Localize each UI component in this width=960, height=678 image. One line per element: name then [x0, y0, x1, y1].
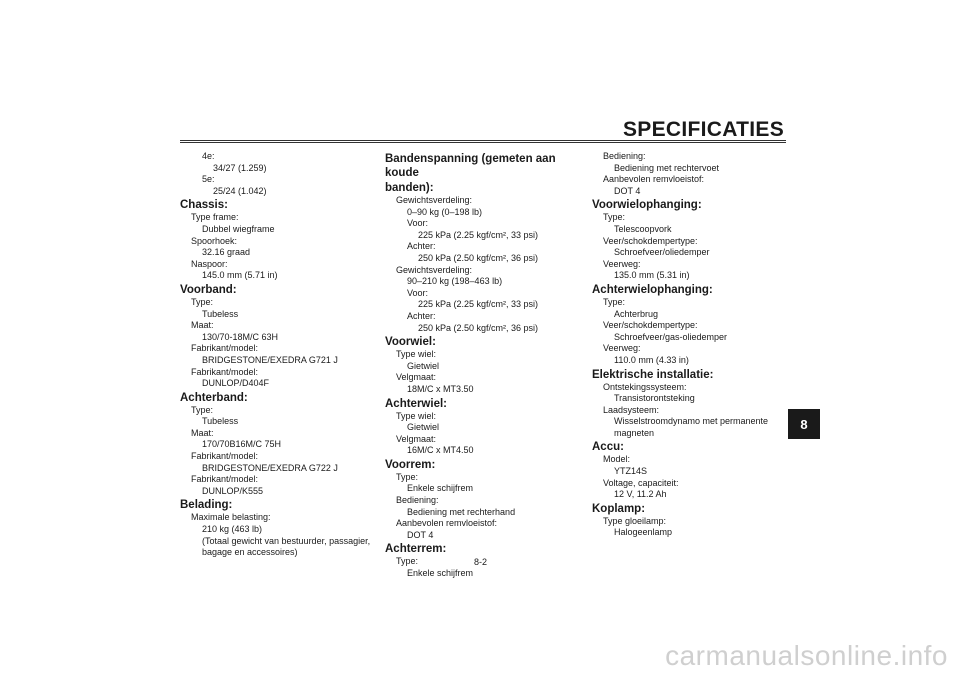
- spec-section-heading: Achterwiel:: [385, 397, 447, 410]
- spec-label: Veer/schokdempertype:: [603, 320, 698, 331]
- spec-value: Achter:: [407, 241, 436, 252]
- spec-label: Veerweg:: [603, 258, 641, 269]
- spec-label: Type:: [603, 296, 626, 307]
- spec-value: 32.16 graad: [202, 247, 251, 258]
- spec-label: Model:: [603, 454, 631, 465]
- spec-section-heading: Voorband:: [180, 283, 237, 296]
- header-rule: [180, 140, 786, 143]
- spec-label: Maat:: [191, 320, 214, 331]
- spec-label: Type wiel:: [396, 410, 437, 421]
- spec-section-heading: Achterband:: [180, 391, 248, 404]
- spec-label: Fabrikant/model:: [191, 366, 259, 377]
- spec-value: BRIDGESTONE/EXEDRA G721 J: [202, 354, 338, 365]
- spec-label: Ontstekingssysteem:: [603, 381, 687, 392]
- chapter-tab[interactable]: 8: [788, 409, 820, 439]
- spec-value: 25/24 (1.042): [213, 185, 267, 196]
- spec-label: Velgmaat:: [396, 372, 437, 383]
- spec-value: Achter:: [407, 310, 436, 321]
- spec-value: Voor:: [407, 287, 429, 298]
- spec-section-heading: Belading:: [180, 499, 233, 512]
- spec-section-heading: Achterwielophanging:: [592, 283, 713, 296]
- spec-label: Veer/schokdempertype:: [603, 235, 698, 246]
- spec-value: 170/70B16M/C 75H: [202, 439, 282, 450]
- spec-value: Tubeless: [202, 416, 239, 427]
- spec-label: Veerweg:: [603, 343, 641, 354]
- spec-value: 110.0 mm (4.33 in): [614, 354, 689, 365]
- spec-value: Transistorontsteking: [614, 393, 695, 404]
- spec-label: Fabrikant/model:: [191, 474, 259, 485]
- spec-value: Wisselstroomdynamo met permanente: [614, 416, 769, 427]
- spec-section-heading: Koplamp:: [592, 502, 646, 515]
- spec-value: 5e:: [202, 174, 215, 185]
- spec-section-heading: Bandenspanning (gemeten aan koude: [385, 153, 556, 179]
- spec-label: Type:: [396, 556, 419, 567]
- spec-value: Gietwiel: [407, 422, 440, 433]
- spec-label: Type:: [603, 212, 626, 223]
- watermark: carmanualsonline.info: [665, 640, 948, 671]
- spec-column-3: [592, 151, 792, 539]
- spec-label: Type:: [396, 471, 419, 482]
- spec-value: DUNLOP/D404F: [202, 378, 270, 389]
- spec-value: 250 kPa (2.50 kgf/cm², 36 psi): [418, 322, 539, 333]
- spec-value: Telescoopvork: [614, 223, 672, 234]
- spec-value: DUNLOP/K555: [202, 485, 264, 496]
- spec-label: Type:: [191, 404, 214, 415]
- spec-section-heading: banden):: [385, 182, 434, 194]
- spec-value: Halogeenlamp: [614, 527, 673, 538]
- spec-section-heading: Achterrem:: [385, 543, 447, 556]
- spec-value: 250 kPa (2.50 kgf/cm², 36 psi): [418, 252, 539, 263]
- spec-value: Schroefveer/gas-oliedemper: [614, 331, 728, 342]
- spec-value: 225 kPa (2.25 kgf/cm², 33 psi): [418, 299, 539, 310]
- spec-value: Achterbrug: [614, 308, 659, 319]
- spec-section-heading: Voorrem:: [385, 458, 436, 471]
- spec-label: Aanbevolen remvloeistof:: [396, 518, 498, 529]
- spec-value: 145.0 mm (5.71 in): [202, 270, 278, 281]
- spec-value: DOT 4: [614, 185, 641, 196]
- page-number: 8-2: [474, 557, 488, 567]
- spec-value: Gietwiel: [407, 360, 440, 371]
- page-title: SPECIFICATIES: [622, 118, 784, 141]
- spec-value: magneten: [614, 427, 655, 438]
- spec-label: Velgmaat:: [396, 433, 437, 444]
- spec-value: 18M/C x MT3.50: [407, 383, 474, 394]
- spec-column-1: [180, 151, 380, 559]
- spec-label: Naspoor:: [191, 258, 228, 269]
- spec-label: Gewichtsverdeling:: [396, 264, 473, 275]
- spec-value: (Totaal gewicht van bestuurder, passagier,: [202, 535, 371, 546]
- spec-value: bagage en accessoires): [202, 547, 298, 558]
- spec-value: 135.0 mm (5.31 in): [614, 270, 690, 281]
- spec-label: Type:: [191, 296, 214, 307]
- spec-value: 4e:: [202, 151, 215, 161]
- spec-section-heading: Voorwiel:: [385, 336, 436, 349]
- spec-label: Type frame:: [191, 212, 239, 223]
- spec-section-heading: Chassis:: [180, 199, 228, 212]
- spec-value: Dubbel wiegframe: [202, 223, 275, 234]
- spec-label: Maximale belasting:: [191, 512, 271, 523]
- spec-section-heading: Voorwielophanging:: [592, 199, 702, 212]
- spec-label: Fabrikant/model:: [191, 451, 259, 462]
- spec-value: BRIDGESTONE/EXEDRA G722 J: [202, 462, 338, 473]
- spec-label: Fabrikant/model:: [191, 343, 259, 354]
- spec-label: Aanbevolen remvloeistof:: [603, 174, 705, 185]
- spec-value: 225 kPa (2.25 kgf/cm², 33 psi): [418, 229, 539, 240]
- spec-value: 130/70-18M/C 63H: [202, 331, 279, 342]
- spec-section-heading: Accu:: [592, 441, 624, 454]
- spec-label: Type wiel:: [396, 349, 437, 360]
- spec-label: Type gloeilamp:: [603, 515, 667, 526]
- spec-value: 0–90 kg (0–198 lb): [407, 206, 483, 217]
- spec-value: 34/27 (1.259): [213, 162, 267, 173]
- spec-value: 90–210 kg (198–463 lb): [407, 276, 503, 287]
- spec-value: Schroefveer/oliedemper: [614, 247, 710, 258]
- spec-value: Tubeless: [202, 308, 239, 319]
- spec-section-heading: Elektrische installatie:: [592, 368, 714, 381]
- spec-value: Bediening met rechtervoet: [614, 162, 720, 173]
- spec-value: DOT 4: [407, 529, 434, 540]
- spec-value: YTZ14S: [614, 466, 648, 477]
- spec-value: 210 kg (463 lb): [202, 524, 263, 535]
- spec-value: 12 V, 11.2 Ah: [614, 489, 667, 500]
- spec-label: Bediening:: [396, 495, 439, 506]
- spec-label: Voltage, capaciteit:: [603, 477, 679, 488]
- spec-value: Enkele schijfrem: [407, 568, 474, 579]
- spec-column-2: [385, 151, 585, 580]
- spec-value: Bediening met rechterhand: [407, 506, 516, 517]
- spec-label: Laadsysteem:: [603, 404, 660, 415]
- spec-label: Bediening:: [603, 151, 646, 161]
- spec-value: Enkele schijfrem: [407, 483, 474, 494]
- spec-label: Maat:: [191, 427, 214, 438]
- spec-label: Gewichtsverdeling:: [396, 195, 473, 205]
- spec-label: Spoorhoek:: [191, 235, 238, 246]
- spec-value: Voor:: [407, 218, 429, 229]
- spec-value: 16M/C x MT4.50: [407, 445, 474, 456]
